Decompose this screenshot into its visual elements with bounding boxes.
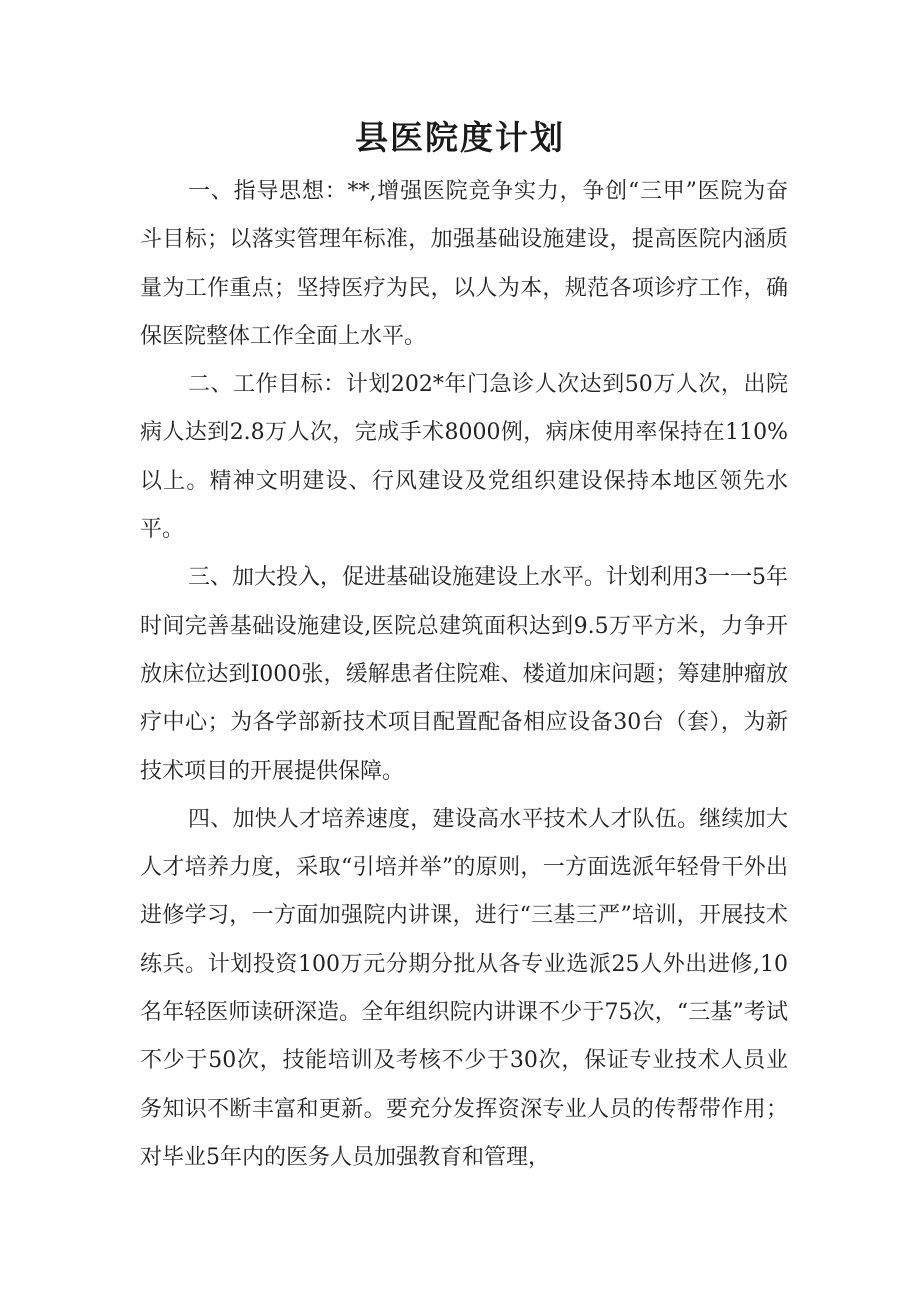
document-body	[140, 168, 788, 1182]
paragraph-talent-training: 四、加快人才培养速度，建设高水平技术人才队伍。继续加大人才培养力度，采取“引培并举”的原则，一方面选派年轻骨干外出进修学习，一方面加强院内讲课，进行“三基三严”培训，开展技术练兵。计划投资100万元分期分批从各专业选派25人外出进修,10名年轻医师读研深造。全年组织院内讲课不少于75次，“三基”考试不少于50次，技能培训及考核不少于30次，保证专业技术人员业务知识不断丰富和更新。要充分发挥资深专业人员的传帮带作用；对毕业5年内的医务人员加强教育和管理，	[140, 806, 788, 1170]
paragraph-guiding-ideology: 一、指导思想：**,增强医院竞争实力，争创“三甲”医院为奋斗目标；以落实管理年标准，加强基础设施建设，提高医院内涵质量为工作重点；坚持医疗为民，以人为本，规范各项诊疗工作，确保医院整体工作全面上水平。	[140, 179, 788, 349]
paragraph-infrastructure: 三、加大投入，促进基础设施建设上水平。计划利用3一一5年时间完善基础设施建设,医院总建筑面积达到9.5万平方米，力争开放床位达到I000张，缓解患者住院难、楼道加床问题；筹建肿瘤放疗中心；为各学部新技术项目配置配备相应设备30台（套），为新技术项目的开展提供保障。	[140, 565, 788, 784]
document-title: 县医院度计划	[355, 118, 565, 157]
paragraph-work-goals: 二、工作目标：计划202*年门急诊人次达到50万人次，出院病人达到2.8万人次，完成手术8000例，病床使用率保持在110%以上。精神文明建设、行风建设及党组织建设保持本地区领先水平。	[140, 372, 788, 543]
